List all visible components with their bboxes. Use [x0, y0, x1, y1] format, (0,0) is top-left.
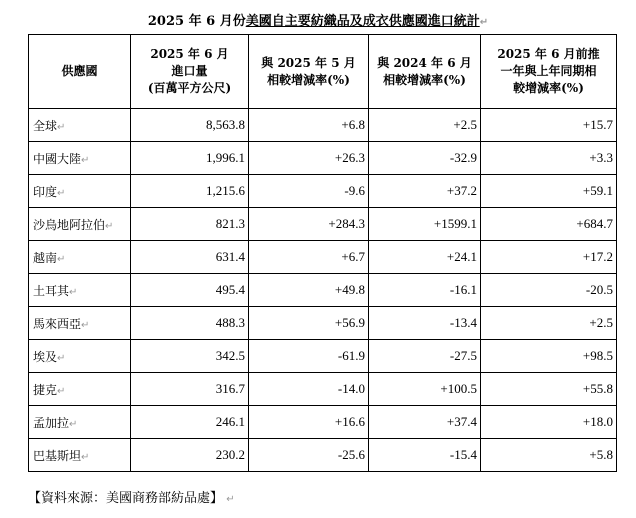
import-volume-cell-value: 8,563.8	[206, 117, 245, 132]
change-vs-last-june-cell-value: +2.5	[453, 117, 477, 132]
change-vs-may-cell-value: +284.3	[328, 216, 365, 231]
column-header-label: 2025 年 6 月前推 一年與上年同期相 較增減率(%)	[497, 47, 600, 95]
column-header	[29, 35, 131, 109]
change-vs-last-june-cell	[369, 109, 481, 142]
table-row	[29, 208, 617, 241]
paragraph-mark-icon: ↵	[105, 220, 114, 232]
country-cell-value: 埃及	[33, 349, 58, 364]
change-vs-may-cell	[249, 373, 369, 406]
change-vs-last-june-cell-value: +37.4	[446, 414, 477, 429]
change-vs-may-cell	[249, 439, 369, 472]
trailing-year-change-cell	[481, 439, 617, 472]
paragraph-mark-icon: ↵	[57, 121, 66, 133]
import-volume-cell	[131, 142, 249, 175]
country-cell	[29, 373, 131, 406]
import-volume-cell	[131, 406, 249, 439]
trailing-year-change-cell	[481, 175, 617, 208]
change-vs-may-cell-value: +26.3	[334, 150, 365, 165]
import-volume-cell	[131, 373, 249, 406]
change-vs-may-cell-value: -14.0	[337, 381, 365, 396]
trailing-year-change-cell	[481, 406, 617, 439]
import-volume-cell	[131, 307, 249, 340]
trailing-year-change-cell	[481, 340, 617, 373]
change-vs-last-june-cell-value: +37.2	[446, 183, 477, 198]
import-volume-cell-value: 631.4	[215, 249, 245, 264]
change-vs-may-cell-value: +6.8	[341, 117, 365, 132]
trailing-year-change-cell	[481, 109, 617, 142]
change-vs-may-cell-value: -25.6	[337, 447, 365, 462]
trailing-year-change-cell-value: +55.8	[582, 381, 613, 396]
change-vs-last-june-cell-value: -15.4	[449, 447, 477, 462]
import-volume-cell-value: 230.2	[215, 447, 245, 462]
change-vs-last-june-cell	[369, 406, 481, 439]
document-title	[0, 10, 636, 29]
trailing-year-change-cell	[481, 142, 617, 175]
trailing-year-change-cell	[481, 373, 617, 406]
import-volume-cell	[131, 208, 249, 241]
paragraph-mark-icon: ↵	[69, 418, 78, 430]
change-vs-last-june-cell	[369, 175, 481, 208]
change-vs-last-june-cell-value: +24.1	[446, 249, 477, 264]
table-row	[29, 241, 617, 274]
country-cell-value: 全球	[33, 118, 58, 133]
import-volume-cell	[131, 439, 249, 472]
country-cell-value: 馬來西亞	[33, 316, 82, 331]
paragraph-mark-icon: ↵	[57, 352, 66, 364]
change-vs-may-cell	[249, 307, 369, 340]
import-volume-cell-value: 1,996.1	[206, 150, 245, 165]
change-vs-last-june-cell	[369, 241, 481, 274]
change-vs-may-cell	[249, 175, 369, 208]
import-volume-cell-value: 316.7	[215, 381, 245, 396]
import-volume-cell-value: 1,215.6	[206, 183, 245, 198]
change-vs-may-cell-value: +16.6	[334, 414, 365, 429]
country-cell	[29, 175, 131, 208]
table-row	[29, 307, 617, 340]
table-row	[29, 373, 617, 406]
paragraph-mark-icon: ↵	[81, 319, 90, 331]
import-volume-cell-value: 488.3	[215, 315, 245, 330]
change-vs-may-cell-value: -61.9	[337, 348, 365, 363]
column-header	[249, 35, 369, 109]
trailing-year-change-cell	[481, 307, 617, 340]
change-vs-may-cell	[249, 406, 369, 439]
change-vs-last-june-cell-value: -32.9	[449, 150, 477, 165]
paragraph-mark-icon: ↵	[223, 494, 235, 505]
import-volume-cell	[131, 274, 249, 307]
table-row	[29, 274, 617, 307]
country-cell-value: 巴基斯坦	[33, 448, 82, 463]
column-header-label: 與 2024 年 6 月 相較增減率(%)	[377, 55, 472, 87]
change-vs-last-june-cell-value: +1599.1	[433, 216, 477, 231]
import-volume-cell-value: 342.5	[215, 348, 245, 363]
change-vs-last-june-cell-value: -27.5	[449, 348, 477, 363]
country-cell-value: 捷克	[33, 382, 58, 397]
title-prefix: 2025 年 6 月份	[147, 14, 246, 29]
trailing-year-change-cell-value: +2.5	[589, 315, 613, 330]
country-cell	[29, 406, 131, 439]
country-cell	[29, 307, 131, 340]
trailing-year-change-cell-value: +98.5	[582, 348, 613, 363]
import-volume-cell	[131, 340, 249, 373]
source-text: 【資料來源：美國商務部紡品處】	[28, 491, 224, 506]
import-volume-cell-value: 821.3	[215, 216, 245, 231]
change-vs-may-cell	[249, 274, 369, 307]
import-volume-cell	[131, 241, 249, 274]
country-cell-value: 越南	[33, 250, 58, 265]
table-header-row	[29, 35, 617, 109]
table-row	[29, 109, 617, 142]
country-cell	[29, 142, 131, 175]
table-body	[29, 109, 617, 472]
change-vs-may-cell-value: +56.9	[334, 315, 365, 330]
trailing-year-change-cell-value: +3.3	[589, 150, 613, 165]
table-row	[29, 142, 617, 175]
change-vs-last-june-cell	[369, 142, 481, 175]
import-volume-cell-value: 495.4	[215, 282, 245, 297]
trailing-year-change-cell-value: +18.0	[582, 414, 613, 429]
import-volume-cell	[131, 109, 249, 142]
column-header	[131, 35, 249, 109]
trailing-year-change-cell-value: +684.7	[576, 216, 613, 231]
table-row	[29, 406, 617, 439]
country-cell-value: 印度	[33, 184, 58, 199]
change-vs-may-cell-value: +6.7	[341, 249, 365, 264]
country-cell	[29, 109, 131, 142]
country-cell	[29, 274, 131, 307]
paragraph-mark-icon: ↵	[69, 286, 78, 298]
change-vs-may-cell	[249, 241, 369, 274]
country-cell	[29, 241, 131, 274]
import-volume-cell-value: 246.1	[215, 414, 245, 429]
country-cell-value: 沙烏地阿拉伯	[33, 217, 106, 232]
change-vs-may-cell	[249, 142, 369, 175]
country-cell	[29, 340, 131, 373]
change-vs-last-june-cell-value: -13.4	[449, 315, 477, 330]
title-underlined: 美國自主要紡織品及成衣供應國進口統計	[245, 14, 480, 29]
paragraph-mark-icon: ↵	[57, 253, 66, 265]
change-vs-last-june-cell	[369, 439, 481, 472]
paragraph-mark-icon: ↵	[57, 385, 66, 397]
change-vs-last-june-cell	[369, 307, 481, 340]
column-header	[369, 35, 481, 109]
table-row	[29, 175, 617, 208]
import-volume-cell	[131, 175, 249, 208]
country-cell-value: 中國大陸	[33, 151, 82, 166]
trailing-year-change-cell	[481, 241, 617, 274]
trailing-year-change-cell-value: +17.2	[582, 249, 613, 264]
change-vs-last-june-cell-value: -16.1	[449, 282, 477, 297]
trailing-year-change-cell-value: -20.5	[585, 282, 613, 297]
change-vs-last-june-cell	[369, 373, 481, 406]
change-vs-may-cell	[249, 340, 369, 373]
change-vs-may-cell	[249, 109, 369, 142]
trailing-year-change-cell-value: +15.7	[582, 117, 613, 132]
column-header	[481, 35, 617, 109]
country-cell-value: 土耳其	[33, 283, 70, 298]
source-note	[28, 487, 235, 506]
paragraph-mark-icon: ↵	[57, 187, 66, 199]
trailing-year-change-cell	[481, 274, 617, 307]
column-header-label: 供應國	[61, 64, 98, 78]
column-header-label: 2025 年 6 月 進口量 (百萬平方公尺)	[147, 47, 232, 95]
change-vs-may-cell	[249, 208, 369, 241]
table-row	[29, 340, 617, 373]
import-statistics-table	[28, 34, 617, 472]
trailing-year-change-cell-value: +59.1	[582, 183, 613, 198]
change-vs-last-june-cell	[369, 208, 481, 241]
change-vs-may-cell-value: +49.8	[334, 282, 365, 297]
country-cell-value: 孟加拉	[33, 415, 70, 430]
change-vs-last-june-cell	[369, 340, 481, 373]
change-vs-last-june-cell	[369, 274, 481, 307]
trailing-year-change-cell	[481, 208, 617, 241]
country-cell	[29, 439, 131, 472]
paragraph-mark-icon: ↵	[81, 154, 90, 166]
paragraph-mark-icon: ↵	[81, 451, 90, 463]
paragraph-mark-icon: ↵	[479, 17, 489, 28]
change-vs-last-june-cell-value: +100.5	[440, 381, 477, 396]
change-vs-may-cell-value: -9.6	[344, 183, 365, 198]
table-row	[29, 439, 617, 472]
country-cell	[29, 208, 131, 241]
column-header-label: 與 2025 年 5 月 相較增減率(%)	[261, 55, 356, 87]
trailing-year-change-cell-value: +5.8	[589, 447, 613, 462]
